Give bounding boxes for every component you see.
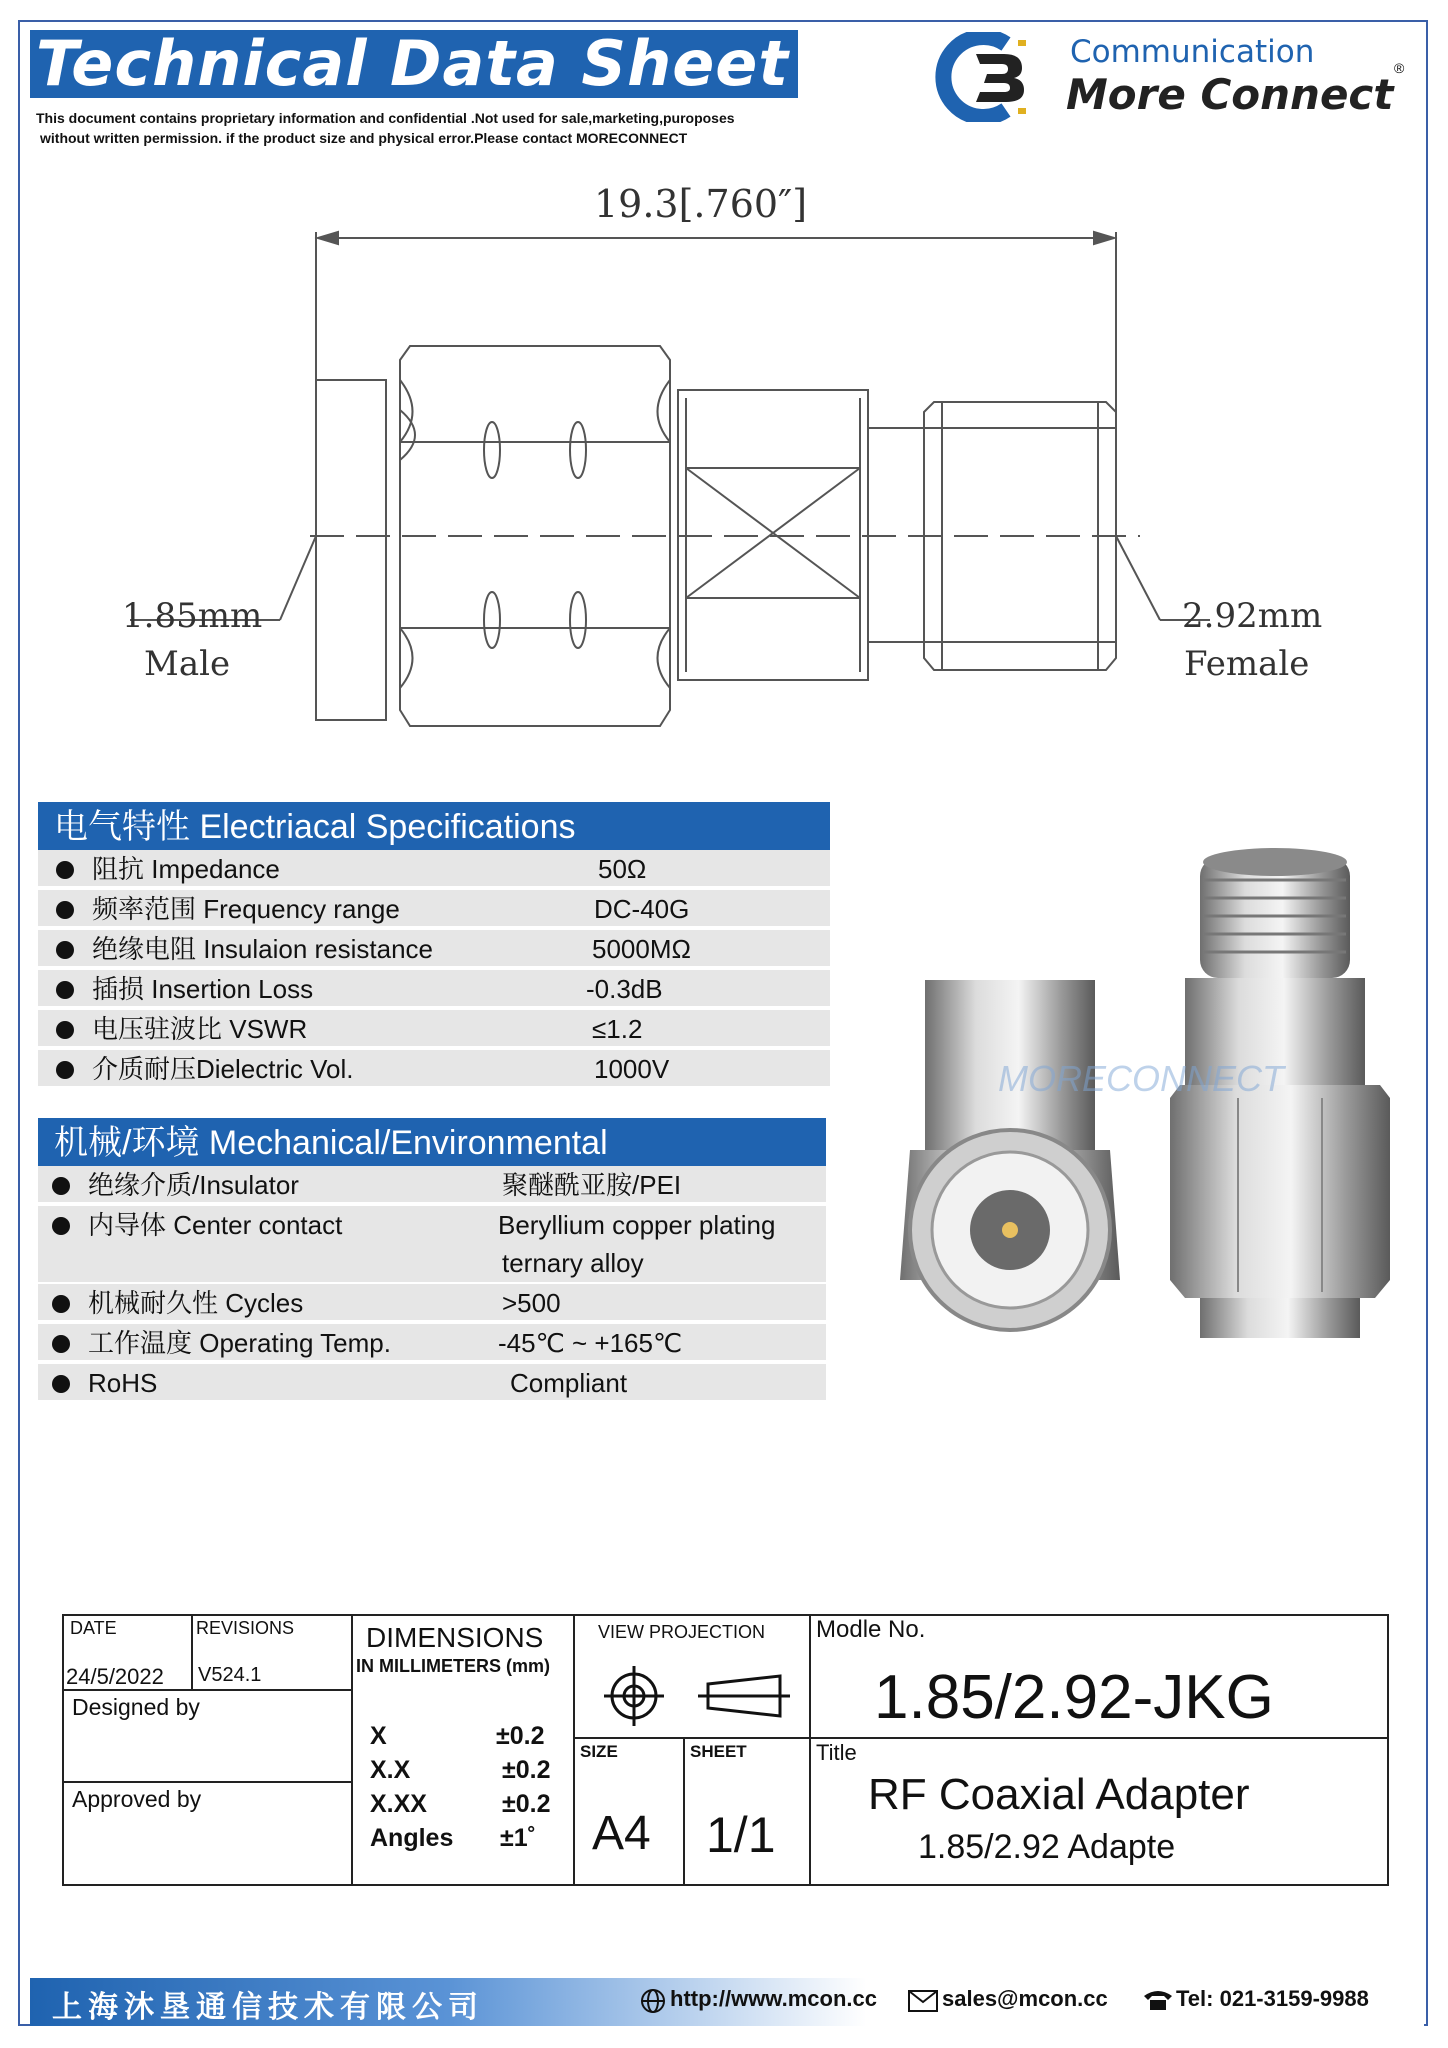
confidentiality-notice	[36, 108, 816, 148]
spec-row: 频率范围 Frequency range DC-40G	[38, 890, 830, 928]
dimensions-unit: IN MILLIMETERS (mm)	[356, 1656, 550, 1676]
company-name: 上海沐垦通信技术有限公司	[52, 1990, 484, 2025]
approved-by-label: Approved by	[72, 1786, 202, 1812]
brand-communication: Communication	[1070, 34, 1315, 70]
revisions-label: REVISIONS	[196, 1618, 295, 1638]
document-title: Technical Data Sheet	[30, 30, 798, 98]
brand-logo	[918, 32, 1038, 122]
spec-row: 内导体 Center contact Beryllium copper plating ternary alloy	[38, 1206, 826, 1284]
tolerance-x-value: ±0.2	[496, 1722, 545, 1750]
female-size-label: 2.92mm	[1182, 596, 1323, 636]
tolerance-xxx: X.XX	[370, 1790, 427, 1818]
title-label: Title	[816, 1740, 857, 1765]
sheet-value: 1/1	[706, 1807, 776, 1863]
brand-more-connect: More Connect	[1066, 70, 1394, 119]
phone-icon	[1142, 1988, 1174, 2012]
designed-by-label: Designed by	[72, 1694, 200, 1720]
title-value: RF Coaxial Adapter	[868, 1770, 1250, 1819]
phone-number: Tel: 021-3159-9988	[1176, 1986, 1369, 2011]
spec-row: 阻抗 Impedance 50Ω	[38, 850, 830, 888]
size-value: A4	[592, 1807, 651, 1860]
male-label: Male	[144, 644, 231, 684]
projection-symbol-icon	[600, 1664, 790, 1730]
sheet-label: SHEET	[690, 1742, 747, 1761]
notice-line-1: This document contains proprietary information and confidential .Not used for sale,marketing,puroposes	[36, 110, 735, 126]
view-projection-label: VIEW PROJECTION	[598, 1622, 766, 1642]
subtitle-value: 1.85/2.92 Adapte	[918, 1828, 1176, 1866]
size-label: SIZE	[580, 1742, 618, 1761]
spec-row: 插损 Insertion Loss -0.3dB	[38, 970, 830, 1008]
dimensions-label: DIMENSIONS	[366, 1622, 544, 1653]
tolerance-angles-value: ±1˚	[500, 1824, 536, 1852]
mechanical-heading: 机械/环境 Mechanical/Environmental	[38, 1118, 826, 1166]
revisions-value: V524.1	[198, 1664, 262, 1686]
tolerance-xx: X.X	[370, 1756, 411, 1784]
registered-mark: ®	[1394, 60, 1405, 76]
date-value: 24/5/2022	[66, 1664, 164, 1689]
tolerance-angles: Angles	[370, 1824, 454, 1852]
mail-icon	[908, 1990, 938, 2012]
model-label: Modle No.	[816, 1616, 926, 1643]
length-dimension: 19.3[.760″]	[594, 182, 808, 226]
adapter-drawing	[100, 180, 1220, 740]
tolerance-x: X	[370, 1722, 387, 1750]
spec-row: 电压驻波比 VSWR ≤1.2	[38, 1010, 830, 1048]
tolerance-xxx-value: ±0.2	[502, 1790, 551, 1818]
globe-icon	[640, 1988, 666, 2014]
spec-row: 机械耐久性 Cycles >500	[38, 1284, 826, 1322]
female-label: Female	[1184, 644, 1310, 684]
male-size-label: 1.85mm	[122, 596, 263, 636]
email-link[interactable]: sales@mcon.cc	[942, 1986, 1108, 2011]
electrical-heading: 电气特性 Electriacal Specifications	[38, 802, 830, 850]
spec-row: RoHS Compliant	[38, 1364, 826, 1402]
watermark: MORECONNECT	[998, 1058, 1284, 1099]
website-link[interactable]: http://www.mcon.cc	[670, 1986, 877, 2011]
model-number: 1.85/2.92-JKG	[874, 1663, 1274, 1732]
spec-row: 工作温度 Operating Temp. -45℃ ~ +165℃	[38, 1324, 826, 1362]
spec-row: 绝缘电阻 Insulaion resistance 5000MΩ	[38, 930, 830, 968]
spec-row: 介质耐压Dielectric Vol. 1000V	[38, 1050, 830, 1088]
notice-line-2: without written permission. if the product size and physical error.Please contact MORECONNECT	[40, 130, 688, 146]
tolerance-xx-value: ±0.2	[502, 1756, 551, 1784]
spec-row: 绝缘介质/Insulator 聚醚酰亚胺/PEI	[38, 1166, 826, 1204]
date-label: DATE	[70, 1618, 117, 1638]
product-photo	[870, 840, 1410, 1380]
